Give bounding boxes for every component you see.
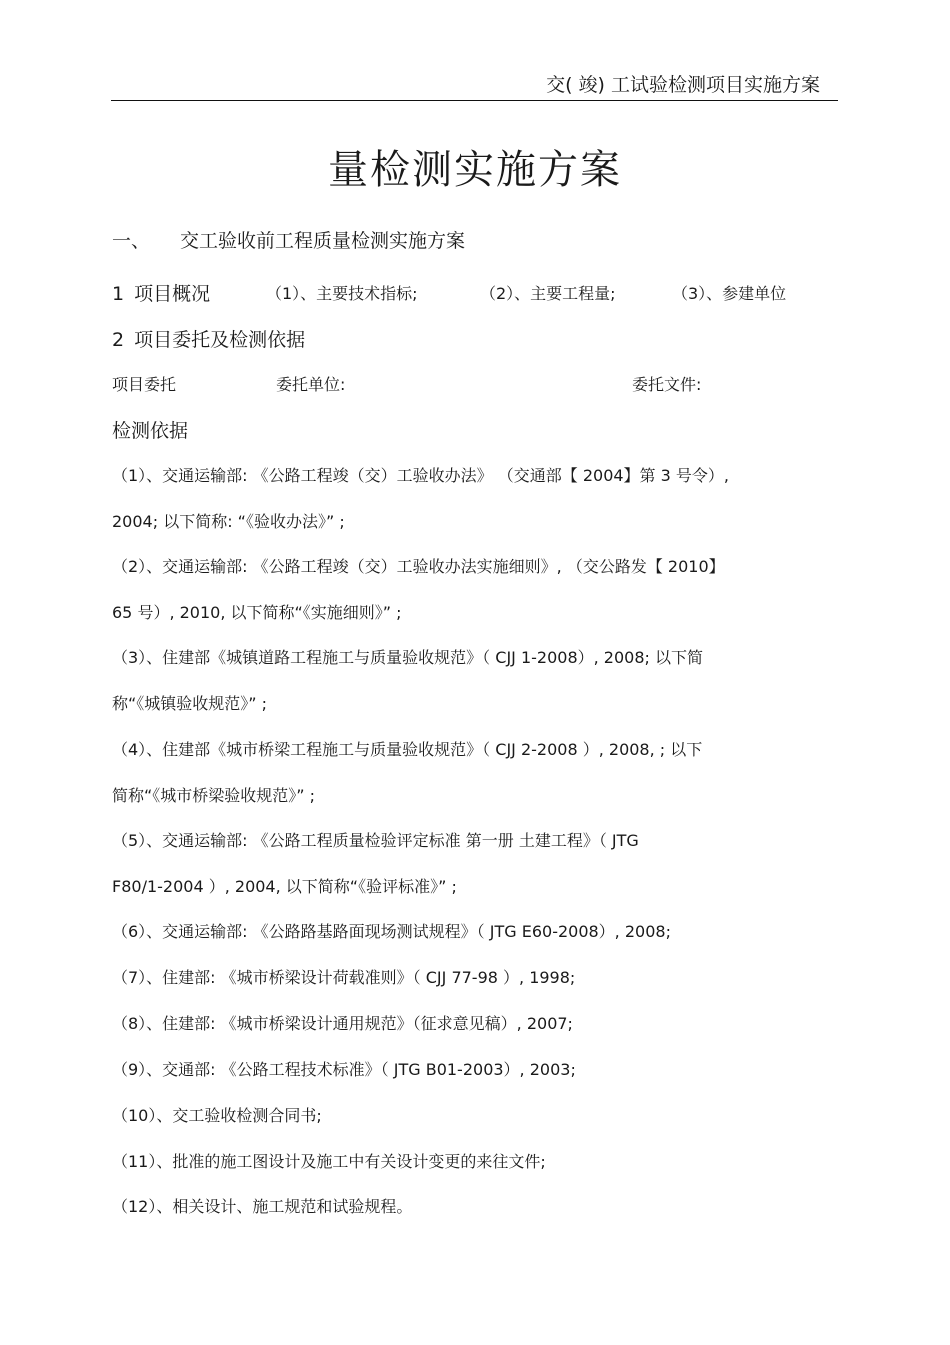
ref-line: （2）、交通运输部: 《公路工程竣（交）工验收办法实施细则》, （交公路发【 2010】 (112, 557, 725, 576)
overview-sub-2: （2）、主要工程量; (480, 284, 616, 303)
entrust-unit-label: 委托单位: (276, 375, 346, 394)
ref-line: 简称“《城市桥梁验收规范》” ; (112, 786, 316, 805)
section-title: 交工验收前工程质量检测实施方案 (180, 230, 466, 252)
item-2-heading (112, 325, 305, 352)
section-number: 一、 (112, 230, 151, 252)
ref-line: （9）、交通部: 《公路工程技术标准》（ JTG B01-2003）, 2003; (112, 1060, 576, 1079)
ref-line: （6）、交通运输部: 《公路路基路面现场测试规程》（ JTG E60-2008）, 2008; (112, 922, 671, 941)
header-rule (111, 100, 838, 101)
ref-line: （8）、住建部: 《城市桥梁设计通用规范》（征求意见稿）, 2007; (112, 1014, 573, 1033)
ref-line: （11）、批准的施工图设计及施工中有关设计变更的来往文件; (112, 1152, 546, 1171)
ref-line: （1）、交通运输部: 《公路工程竣（交）工验收办法》 （交通部【 2004】第 3 号令）, (112, 466, 729, 485)
overview-sub-3: （3）、参建单位 (672, 284, 787, 303)
entrust-file-label: 委托文件: (632, 375, 702, 394)
ref-line: （4）、住建部《城市桥梁工程施工与质量验收规范》（ CJJ 2-2008 ）, 2008, ; 以下 (112, 740, 703, 759)
item-1-number: 1 (112, 283, 125, 305)
running-header: 交( 竣) 工试验检测项目实施方案 (546, 74, 820, 96)
item-1-heading (112, 279, 210, 306)
section-heading-1 (112, 226, 465, 253)
entrust-label: 项目委托 (112, 375, 177, 394)
ref-line: （10）、交工验收检测合同书; (112, 1106, 322, 1125)
item-2-title: 项目委托及检测依据 (134, 329, 306, 351)
overview-sub-1: （1）、主要技术指标; (266, 284, 418, 303)
item-2-number: 2 (112, 329, 125, 351)
ref-line: （12）、相关设计、施工规范和试验规程。 (112, 1197, 413, 1216)
ref-line: （7）、住建部: 《城市桥梁设计荷载准则》（ CJJ 77-98 ）, 1998; (112, 968, 576, 987)
ref-line: 称“《城镇验收规范》” ; (112, 694, 268, 713)
item-1-title: 项目概况 (134, 283, 211, 305)
ref-line: （5）、交通运输部: 《公路工程质量检验评定标准 第一册 土建工程》（ JTG (112, 831, 639, 850)
ref-line: F80/1-2004 ）, 2004, 以下简称“《验评标准》” ; (112, 877, 457, 896)
document-title: 量检测实施方案 (328, 147, 622, 193)
ref-line: （3）、住建部《城镇道路工程施工与质量验收规范》（ CJJ 1-2008）, 2008; 以下简 (112, 648, 704, 667)
basis-heading: 检测依据 (112, 420, 189, 442)
ref-line: 2004; 以下简称: “《验收办法》” ; (112, 512, 345, 531)
ref-line: 65 号）, 2010, 以下简称“《实施细则》” ; (112, 603, 402, 622)
